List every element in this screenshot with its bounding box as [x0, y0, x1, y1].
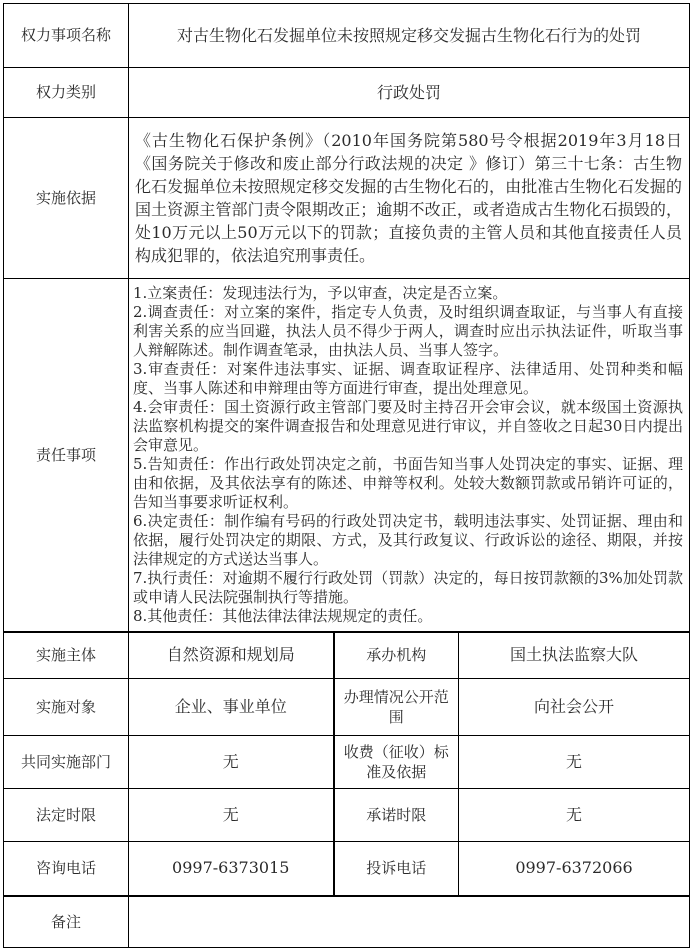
legal-basis-value: 《古生物化石保护条例》（2010年国务院第580号令根据2019年3月18日《国务院关于修改和废止部分行政法规的决定 》修订）第三十七条：古生物化石发掘单位未按照规定移交发掘的古生物化石的，由批准古生物化石发掘的国土资源主管部门责令限期改正；逾期不改正，或者造成古生物化石损毁的，处10万元以上50万元以下的罚款；直接负责的主管人员和其他直接责任人员构成犯罪的，依法追究刑事责任。	[129, 118, 690, 279]
complaint-phone-label: 投诉电话	[334, 842, 459, 896]
row-joint-dept	[4, 736, 690, 789]
row-phones	[4, 842, 690, 896]
duty-item-5: 5.告知责任：作出行政处罚决定之前，书面告知当事人处罚决定的事实、证据、理由和依据，及其依法享有的陈述、申辩等权利。处较大数额罚款或吊销许可证的，告知当事要求听证权利。	[133, 454, 684, 511]
disclosure-label: 办理情况公开范围	[334, 679, 459, 736]
consult-phone-label: 咨询电话	[4, 842, 129, 896]
fee-value: 无	[459, 736, 690, 789]
legal-basis-label: 实施依据	[4, 118, 129, 279]
joint-dept-label: 共同实施部门	[4, 736, 129, 789]
power-name-value: 对古生物化石发掘单位未按照规定移交发掘古生物化石行为的处罚	[129, 4, 690, 68]
complaint-phone-value: 0997-6372066	[459, 842, 690, 896]
implementer-label: 实施主体	[4, 632, 129, 679]
duties-value	[129, 279, 690, 632]
legal-limit-label: 法定时限	[4, 789, 129, 842]
remark-label: 备注	[4, 896, 129, 948]
row-implementer	[4, 632, 690, 679]
power-type-value: 行政处罚	[129, 68, 690, 118]
duty-item-3: 3.审查责任：对案件违法事实、证据、调查取证程序、法律适用、处罚种类和幅度、当事人陈述和申辩理由等方面进行审查，提出处理意见。	[133, 359, 684, 397]
row-duties	[4, 279, 690, 632]
row-power-type	[4, 68, 690, 118]
fee-label: 收费（征收）标准及依据	[334, 736, 459, 789]
duty-item-2: 2.调查责任：对立案的案件，指定专人负责，及时组织调查取证，与当事人有直接利害关系的应当回避，执法人员不得少于两人，调查时应出示执法证件，听取当事人辩解陈述。制作调查笔录，由执法人员、当事人签字。	[133, 302, 684, 359]
undertaker-value: 国土执法监察大队	[459, 632, 690, 679]
power-name-label: 权力事项名称	[4, 4, 129, 68]
target-value: 企业、事业单位	[129, 679, 334, 736]
power-item-table	[3, 3, 690, 948]
row-time-limit	[4, 789, 690, 842]
duties-label: 责任事项	[4, 279, 129, 632]
undertaker-label: 承办机构	[334, 632, 459, 679]
promise-limit-label: 承诺时限	[334, 789, 459, 842]
legal-limit-value: 无	[129, 789, 334, 842]
power-type-label: 权力类别	[4, 68, 129, 118]
remark-value	[129, 896, 690, 948]
implementer-value: 自然资源和规划局	[129, 632, 334, 679]
duty-item-8: 8.其他责任：其他法律法律法规规定的责任。	[133, 606, 433, 625]
disclosure-value: 向社会公开	[459, 679, 690, 736]
duty-item-1: 1.立案责任：发现违法行为，予以审查，决定是否立案。	[133, 283, 508, 302]
row-remark	[4, 896, 690, 948]
consult-phone-value: 0997-6373015	[129, 842, 334, 896]
duty-item-4: 4.会审责任：国土资源行政主管部门要及时主持召开会审会议，就本级国土资源执法监察机构提交的案件调查报告和处理意见进行审议，并自签收之日起30日内提出会审意见。	[133, 397, 684, 454]
duty-item-7: 7.执行责任：对逾期不履行行政处罚（罚款）决定的，每日按罚款额的3%加处罚款或申请人民法院强制执行等措施。	[133, 568, 684, 606]
promise-limit-value: 无	[459, 789, 690, 842]
row-power-name	[4, 4, 690, 68]
joint-dept-value: 无	[129, 736, 334, 789]
row-legal-basis	[4, 118, 690, 279]
target-label: 实施对象	[4, 679, 129, 736]
duty-item-6: 6.决定责任：制作编有号码的行政处罚决定书，载明违法事实、处罚证据、理由和依据，履行处罚决定的期限、方式，及其行政复议、行政诉讼的途径、期限，并按法律规定的方式送达当事人。	[133, 511, 684, 568]
row-target	[4, 679, 690, 736]
